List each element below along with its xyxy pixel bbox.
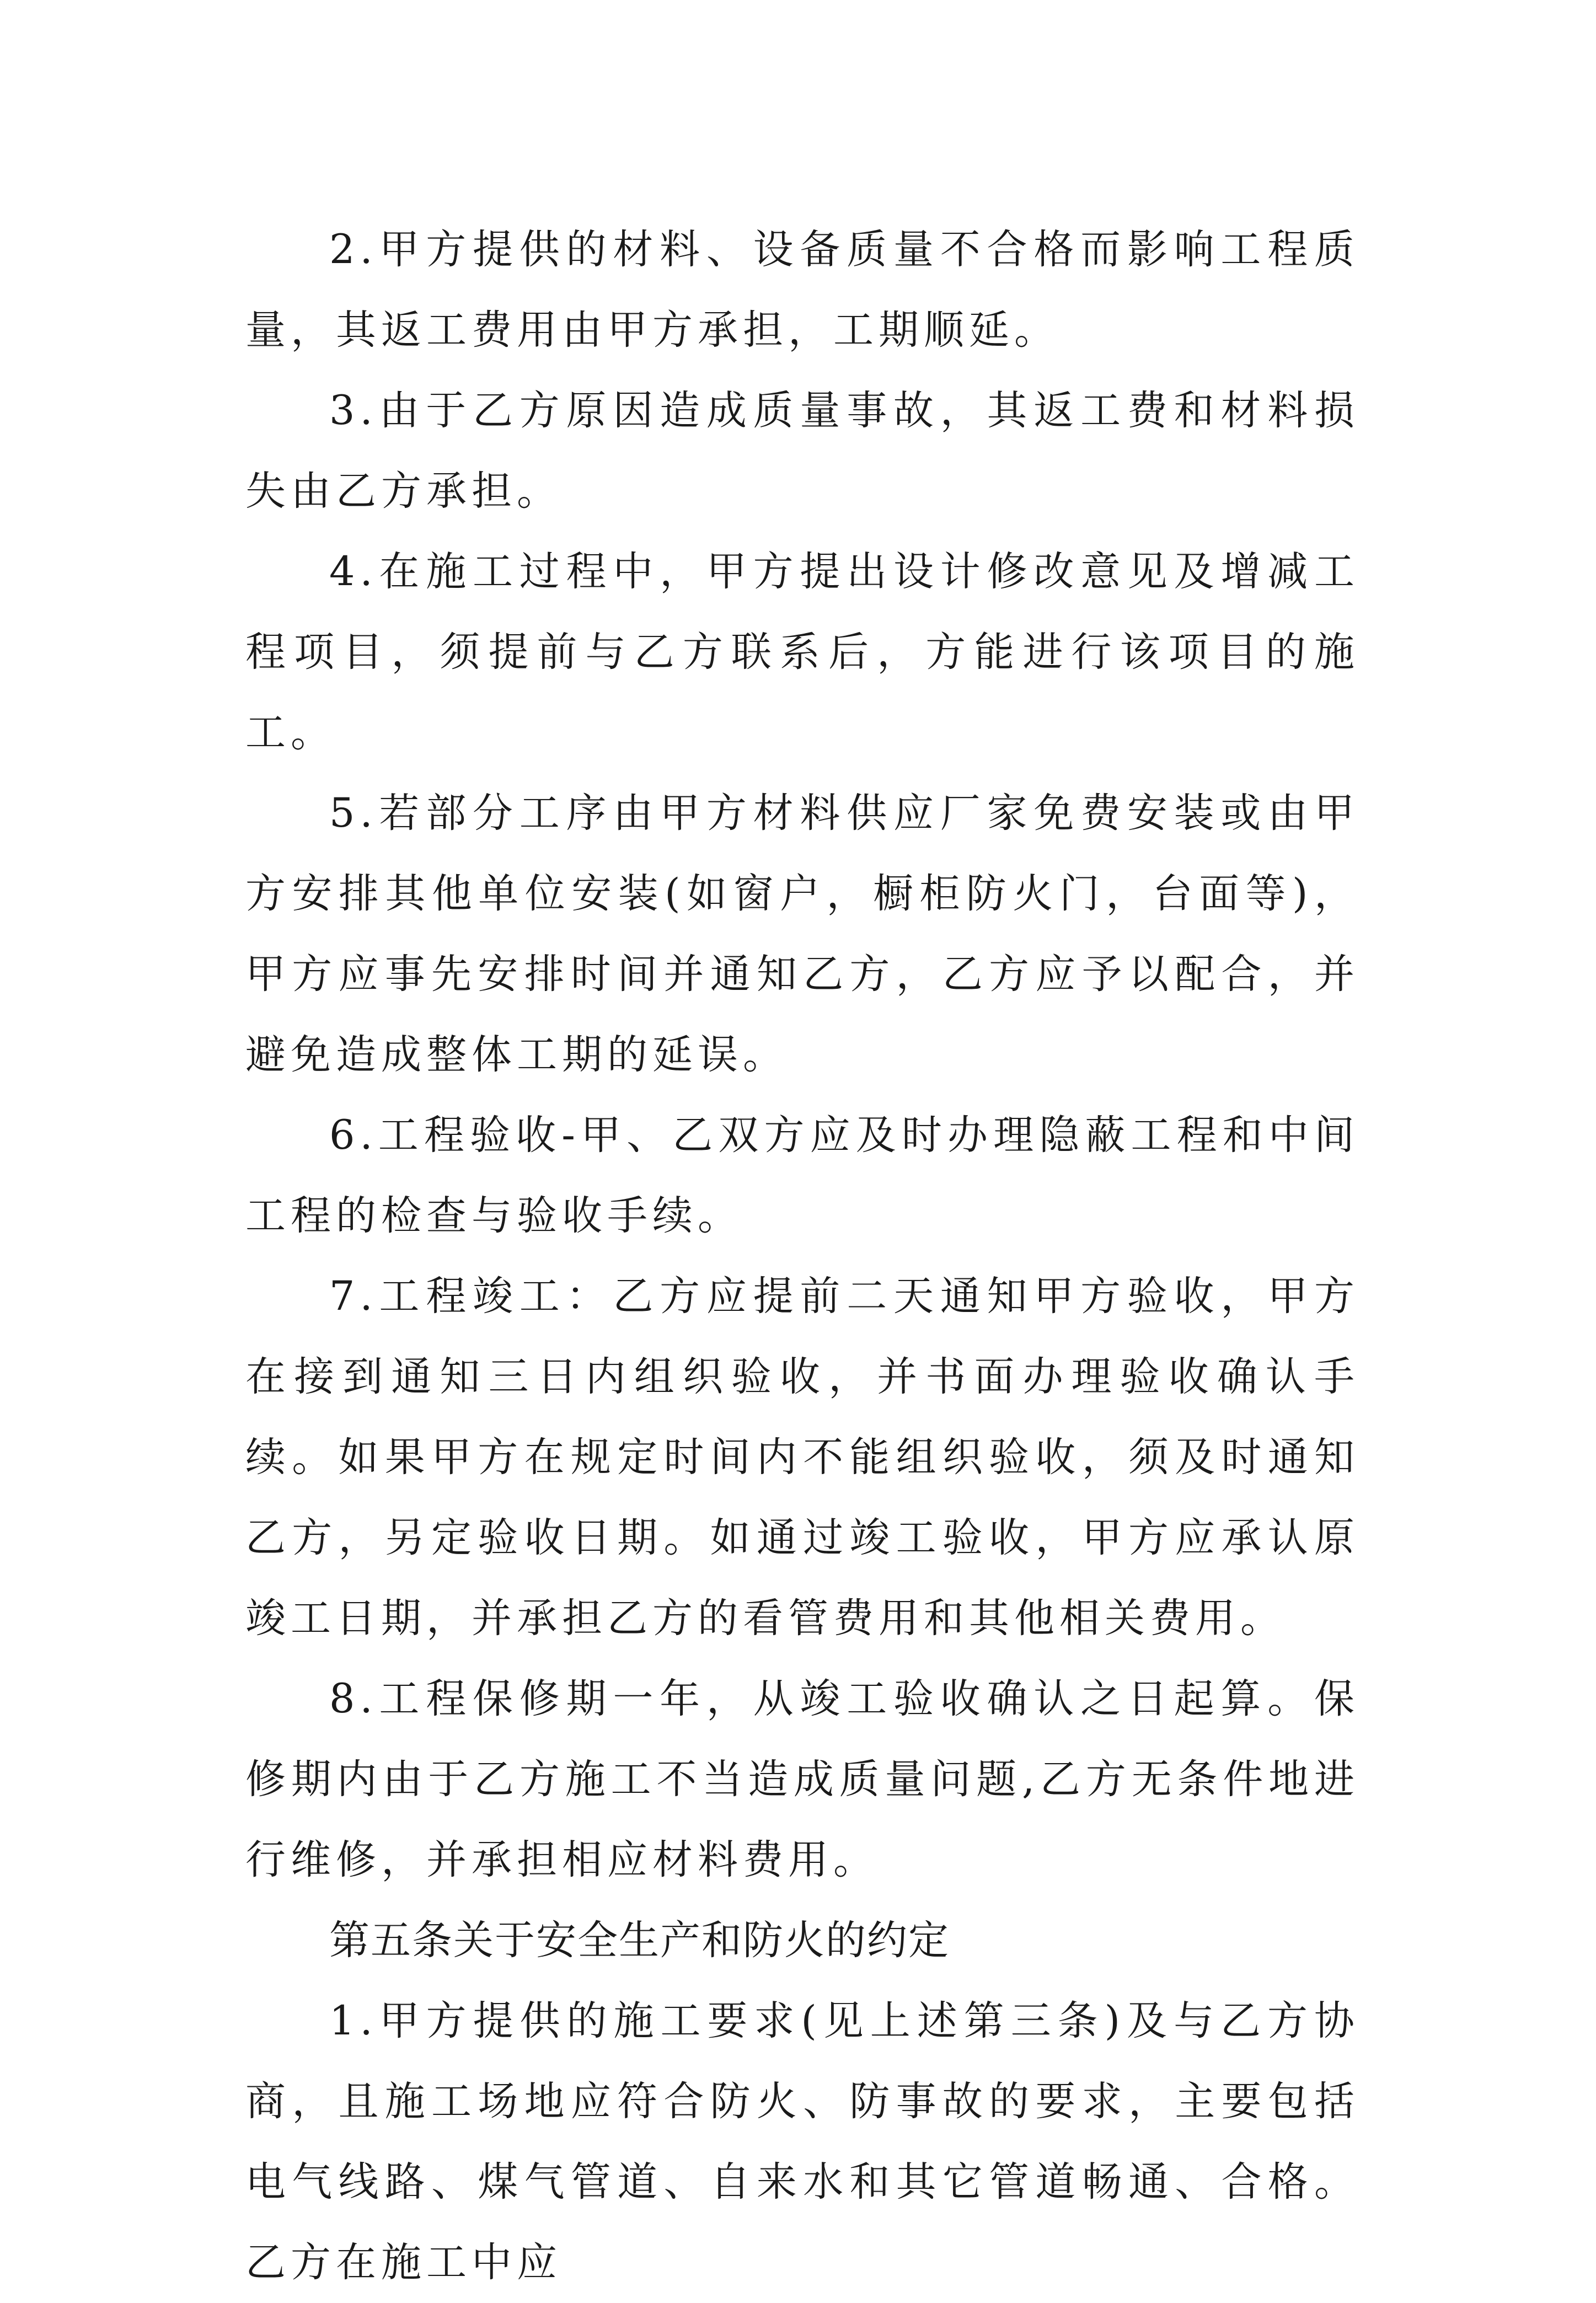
paragraph-item-2: 2.甲方提供的材料、设备质量不合格而影响工程质量，其返工费用由甲方承担，工期顺延。 — [245, 226, 1359, 354]
section-paragraph-item-1: 1.甲方提供的施工要求(见上述第三条)及与乙方协商，且施工场地应符合防火、防事故的要求，主要包括电气线路、煤气管道、自来水和其它管道畅通、合格。乙方在施工中应 — [245, 1997, 1359, 2286]
document-body — [245, 210, 1359, 2303]
paragraph-item-4: 4.在施工过程中，甲方提出设计修改意见及增减工程项目，须提前与乙方联系后，方能进行该项目的施工。 — [245, 548, 1359, 756]
paragraph-item-5: 5.若部分工序由甲方材料供应厂家免费安装或由甲方安排其他单位安装(如窗户，橱柜防火门，台面等)，甲方应事先安排时间并通知乙方，乙方应予以配合，并避免造成整体工期的延误。 — [245, 790, 1359, 1078]
paragraph-item-6: 6.工程验收-甲、乙双方应及时办理隐蔽工程和中间工程的检查与验收手续。 — [245, 1112, 1359, 1239]
section-title: 第五条关于安全生产和防火的约定 — [329, 1917, 950, 1964]
paragraph-item-7: 7.工程竣工：乙方应提前二天通知甲方验收，甲方在接到通知三日内组织验收，并书面办理验收确认手续。如果甲方在规定时间内不能组织验收，须及时通知乙方，另定验收日期。如通过竣工验收，甲方应承认原竣工日期，并承担乙方的看管费用和其他相关费用。 — [245, 1273, 1359, 1642]
paragraph-item-3: 3.由于乙方原因造成质量事故，其返工费和材料损失由乙方承担。 — [245, 387, 1359, 515]
paragraph-item-8: 8.工程保修期一年，从竣工验收确认之日起算。保修期内由于乙方施工不当造成质量问题,乙方无条件地进行维修，并承担相应材料费用。 — [245, 1675, 1359, 1883]
